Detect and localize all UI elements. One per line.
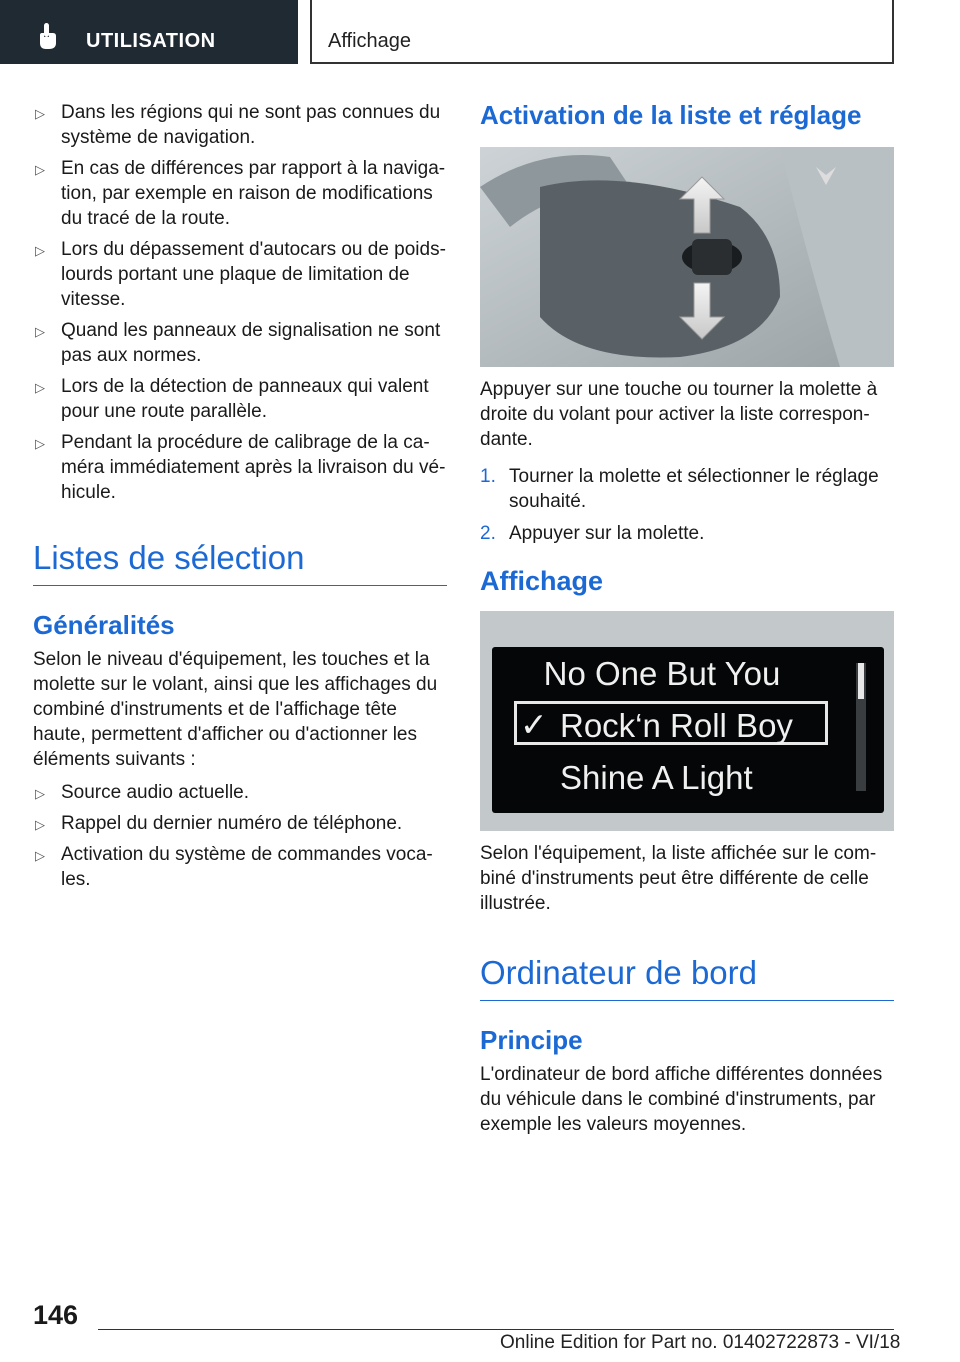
display-list-item: No One But You	[543, 655, 781, 692]
heading-ordinateur-de-bord: Ordinateur de bord	[480, 954, 894, 1001]
list-item: ▷ Rappel du dernier numéro de téléphone.	[33, 811, 447, 836]
right-column	[480, 100, 894, 1137]
list-item: ▷ Pendant la procédure de calibrage de la caméra immédiatement après la livraison du véhicule.	[35, 432, 446, 503]
list-item: ▷ Dans les régions qui ne sont pas connues du système de navigation.	[35, 102, 441, 148]
footer-rule	[98, 1329, 894, 1330]
header-topic-label: Affichage	[328, 30, 412, 52]
triangle-bullet-icon: ▷	[35, 243, 45, 258]
triangle-bullet-icon: ▷	[35, 162, 45, 177]
heading-listes-de-selection: Listes de sélection	[33, 539, 447, 586]
check-icon: ✓	[520, 706, 548, 743]
display-list-item: Shine A Light	[560, 759, 753, 796]
header-section-label: UTILISATION	[86, 30, 216, 52]
bullet-list-elements	[33, 780, 447, 892]
heading-generalites: Généralités	[33, 610, 175, 640]
header-section-tab	[0, 0, 298, 64]
hand-pointer-icon	[34, 21, 64, 51]
triangle-bullet-icon: ▷	[35, 786, 45, 801]
list-item: ▷ Lors du dépassement d'autocars ou de poids-lourds portant une plaque de limitation de vitesse.	[35, 239, 446, 310]
heading-activation: Activation de la liste et réglage	[480, 100, 862, 130]
page-number: 146	[33, 1300, 79, 1330]
list-item: ▷ Quand les panneaux de signalisation ne sont pas aux normes.	[35, 320, 441, 366]
list-item: ▷ Lors de la détection de panneaux qui valent pour une route parallèle.	[35, 376, 429, 422]
triangle-bullet-icon: ▷	[35, 106, 45, 121]
step-number: 2.	[480, 523, 496, 544]
left-column	[33, 100, 447, 898]
list-item: ▷ Activation du système de commandes vocales.	[35, 844, 433, 890]
triangle-bullet-icon: ▷	[35, 817, 45, 832]
steering-wheel-illustration	[480, 147, 894, 367]
footer-edition: Online Edition for Part no. 01402722873 - VI/18	[500, 1332, 901, 1353]
triangle-bullet-icon: ▷	[35, 324, 45, 339]
heading-affichage: Affichage	[480, 566, 604, 596]
paragraph-activation: Appuyer sur une touche ou tourner la molette à droite du volant pour activer la liste correspondante.	[480, 379, 878, 450]
list-item: ▷ Source audio actuelle.	[33, 780, 447, 805]
paragraph-principe: L'ordinateur de bord affiche différentes données du véhicule dans le combiné d'instruments, par exemple les valeurs moyennes.	[480, 1064, 883, 1135]
triangle-bullet-icon: ▷	[35, 380, 45, 395]
numbered-steps	[480, 464, 894, 546]
list-item: 1. Tourner la molette et sélectionner le réglage souhaité.	[480, 466, 879, 512]
header-topic-box	[310, 0, 894, 64]
triangle-bullet-icon: ▷	[35, 848, 45, 863]
triangle-bullet-icon: ▷	[35, 436, 45, 451]
paragraph-affichage: Selon l'équipement, la liste affichée sur le combiné d'instruments peut être différente de celle illustrée.	[480, 843, 877, 914]
steering-wheel-photo	[480, 147, 894, 367]
display-scrollbar-thumb	[858, 663, 864, 699]
display-list-item-selected: Rock‘n Roll Boy	[560, 707, 793, 744]
heading-principe: Principe	[480, 1025, 583, 1055]
paragraph-generalites: Selon le niveau d'équipement, les touches et la molette sur le volant, ainsi que les affichages du combiné d'instruments et de l'affichage tête haute, permettent d'afficher ou d'actionner les éléments suivants :	[33, 649, 438, 770]
list-item: 2. Appuyer sur la molette.	[480, 523, 705, 544]
instrument-cluster-list-photo	[480, 611, 894, 831]
list-item: ▷ En cas de différences par rapport à la navigation, par exemple en raison de modifications du tracé de la route.	[35, 158, 446, 229]
step-number: 1.	[480, 466, 496, 487]
bullet-list-conditions	[33, 100, 447, 505]
